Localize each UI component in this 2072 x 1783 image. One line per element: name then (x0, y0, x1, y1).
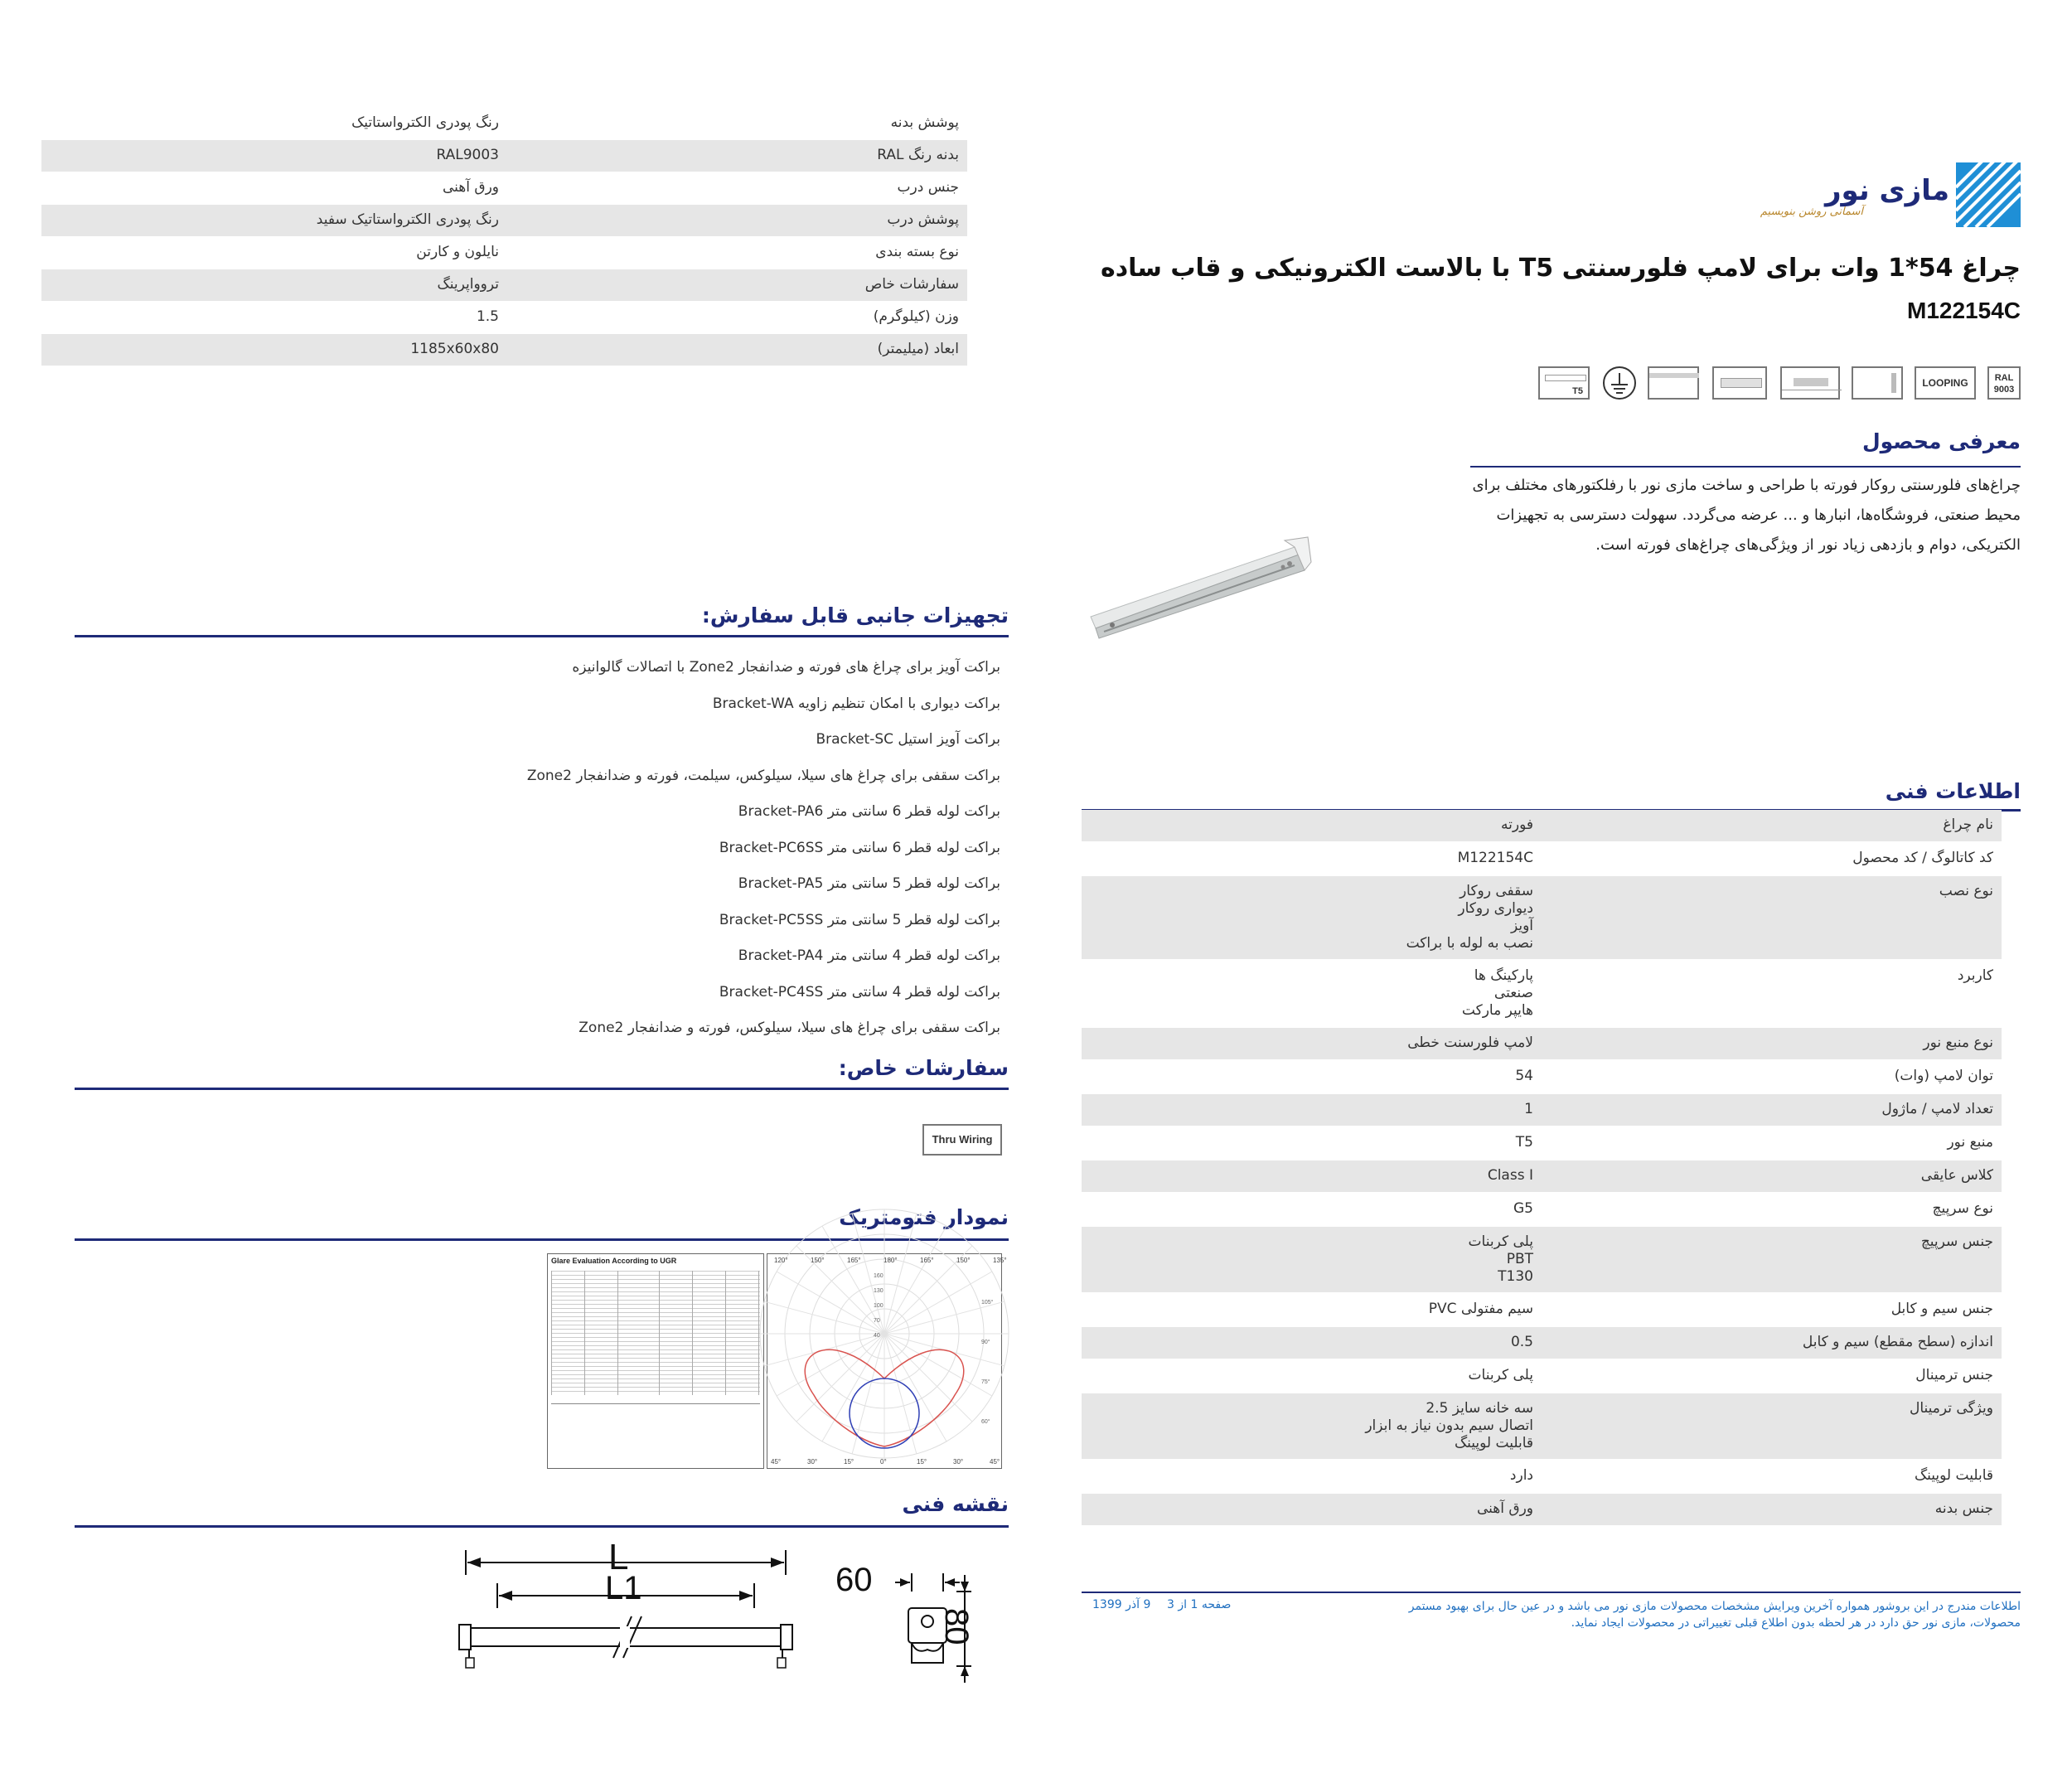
tech-value-line: لامپ فلورسنت خطی (1407, 1034, 1533, 1051)
polar-angle-label: 45° (771, 1458, 782, 1466)
tech-row (1082, 1227, 2002, 1292)
accessory-item: براکت آویز استیل Bracket-SC (816, 731, 1000, 748)
ugr-grid-col (692, 1271, 693, 1395)
spec-row (41, 269, 967, 301)
tech-label: کد کاتالوگ / کد محصول (1852, 850, 1993, 866)
tech-value-line: فورته (1501, 816, 1533, 833)
tech-value-line: پارکینگ ها (1474, 967, 1533, 984)
dim-width: 60 (835, 1562, 873, 1598)
tech-value (1513, 1200, 1533, 1218)
looping-icon: LOOPING (1915, 366, 1976, 400)
ugr-grid-col (617, 1271, 618, 1395)
polar-side-label: 105° (981, 1300, 994, 1306)
tech-value-line: دارد (1509, 1467, 1533, 1484)
dim-L: L (608, 1537, 629, 1577)
tech-value (1406, 883, 1533, 952)
polar-side-label: 60° (981, 1419, 990, 1425)
tech-value-line: آویز (1510, 918, 1533, 934)
polar-ring-label: 40 (874, 1333, 880, 1339)
ugr-grid-col (758, 1271, 759, 1395)
tech-value (1429, 1301, 1533, 1318)
accessories-title: تجهیزات جانبی قابل سفارش: (701, 603, 1009, 627)
thru-wiring-badge (922, 1124, 1002, 1156)
polar-angle-label: 30° (953, 1458, 964, 1466)
tech-row (1082, 1393, 2002, 1459)
tech-value-line: دیواری روکار (1458, 900, 1533, 917)
spec-label: نوع بسته بندی (875, 244, 959, 260)
tech-label: منبع نور (1947, 1134, 1993, 1151)
ugr-grid-line (551, 1387, 760, 1388)
intro-title: معرفی محصول (1861, 429, 2021, 453)
wall-mount-icon (1852, 366, 1903, 400)
ugr-grid-line (551, 1341, 760, 1342)
tech-value-line: سقفی روکار (1460, 883, 1533, 899)
accessory-item: براکت سقفی برای چراغ های سیلا، سیلوکس، فورته و ضدانفجار Zone2 (579, 1020, 1000, 1036)
spec-label: سفارشات خاص (864, 276, 959, 293)
tech-label: جنس سیم و کابل (1890, 1301, 1993, 1317)
tech-label: ویژگی ترمینال (1910, 1400, 1993, 1417)
polar-ring-label: 70 (874, 1318, 880, 1324)
tech-label: کلاس عایقی (1920, 1167, 1993, 1184)
tech-row (1082, 1028, 2002, 1059)
ugr-grid-line (551, 1279, 760, 1280)
footer-note-line: اطلاعات مندرج در این بروشور همواره آخرین ویرایش مشخصات محصولات مازی نور می باشد و در عین حال برای بهبود مستمر (1408, 1600, 2021, 1613)
polar-angle-label: 180° (884, 1257, 898, 1264)
spec-label: وزن (کیلوگرم) (873, 308, 959, 325)
tech-value-line: قابلیت لوپینگ (1454, 1435, 1533, 1451)
ugr-grid-line (551, 1304, 760, 1305)
spec-value: نایلون و کارتن (416, 244, 499, 260)
intro-line: چراغ‌های فلورسنتی روکار فورته با طراحی و ساخت مازی نور با رفلکتورهای مختلف برای (1472, 477, 2021, 494)
spec-row (41, 334, 967, 366)
footer-rule (1082, 1592, 2021, 1593)
accessory-item: براکت لوله قطر 4 سانتی متر Bracket-PA4 (738, 947, 1000, 964)
ugr-grid-line (551, 1370, 760, 1371)
special-orders-title: سفارشات خاص: (838, 1056, 1009, 1080)
spec-row (41, 140, 967, 172)
print-date: 9 آذر 1399 (1092, 1598, 1151, 1611)
tech-value (1469, 1233, 1533, 1286)
spec-value: ورق آهنی (443, 179, 499, 196)
intro-title-rule (1470, 466, 2021, 468)
ugr-grid-line (551, 1275, 760, 1276)
ugr-grid-col (584, 1271, 585, 1395)
ugr-grid-line (551, 1320, 760, 1321)
polar-angle-label: 150° (956, 1257, 971, 1264)
tech-value-line: پلی کربنات (1468, 1367, 1533, 1383)
ugr-grid-col (659, 1271, 660, 1395)
ugr-footer (551, 1403, 760, 1463)
tech-row (1082, 961, 2002, 1026)
spec-row (41, 302, 967, 333)
tech-label: توان لامپ (وات) (1894, 1068, 1993, 1084)
ugr-grid-line (551, 1349, 760, 1350)
ugr-grid-line (551, 1333, 760, 1334)
polar-side-label: 90° (981, 1340, 990, 1345)
ugr-grid-line (551, 1362, 760, 1363)
ugr-grid-line (551, 1308, 760, 1309)
ugr-grid-line (551, 1378, 760, 1379)
tech-value (1510, 1467, 1533, 1485)
accessory-item: براکت آویز برای چراغ های فورته و ضدانفجار Zone2 با اتصالات گالوانیزه (572, 659, 1000, 676)
tech-label: جنس ترمینال (1915, 1367, 1993, 1383)
brand-tagline: آسمانی روشن بنویسیم (1760, 206, 1863, 218)
tech-row (1082, 1494, 2002, 1525)
tech-value-line: پلی کربنات (1468, 1233, 1533, 1250)
tech-value (1515, 1068, 1533, 1085)
tech-label: نوع منبع نور (1923, 1034, 1993, 1051)
ugr-grid-line (551, 1337, 760, 1338)
tech-value-line: نصب به لوله با براکت (1406, 935, 1533, 952)
footer-note-line: محصولات، مازی نور حق دارد در هر لحظه بدون اطلاع قبلی تغییراتی در محصولات ایجاد نماید. (1571, 1616, 2021, 1630)
drawing-title: نقشه فنی (902, 1492, 1009, 1516)
tech-value-line: G5 (1513, 1200, 1533, 1217)
polar-angle-label: 15° (917, 1458, 927, 1466)
intro-text (1440, 471, 2021, 560)
tech-label: نوع سرپیچ (1932, 1200, 1993, 1217)
tech-value-line: T130 (1498, 1268, 1533, 1285)
tech-row (1082, 1194, 2002, 1225)
tech-row (1082, 843, 2002, 875)
product-code: M122154C (1907, 298, 2021, 323)
technical-drawing (448, 1537, 1011, 1708)
tech-value-line: M122154C (1457, 850, 1533, 866)
tech-value-line: PBT (1506, 1251, 1533, 1267)
spec-value: 1.5 (476, 308, 499, 325)
polar-angle-label: 15° (844, 1458, 854, 1466)
tech-label: نوع نصب (1939, 883, 1993, 899)
ugr-grid-line (551, 1287, 760, 1288)
polar-angle-label: 135° (993, 1257, 1007, 1264)
dim-height: 80 (938, 1608, 975, 1645)
tech-value-line: 0.5 (1510, 1334, 1533, 1350)
ugr-grid-col (551, 1271, 552, 1395)
polar-side-label: 75° (981, 1379, 990, 1385)
tech-value (1365, 1400, 1533, 1452)
thru-wiring-label: Thru Wiring (932, 1133, 993, 1146)
accessory-item: براکت دیواری با امکان تنظیم زاویه Bracket-WA (712, 695, 1000, 712)
tech-value (1501, 816, 1533, 834)
accessory-item: براکت لوله قطر 4 سانتی متر Bracket-PC4SS (719, 983, 1000, 1001)
page-number: صفحه 1 از 3 (1167, 1598, 1232, 1611)
tech-row (1082, 1327, 2002, 1359)
polar-angle-label: 0° (880, 1458, 887, 1466)
earth-ground-icon (1601, 365, 1638, 405)
spec-label: ابعاد (میلیمتر) (877, 341, 959, 357)
polar-angle-label: 150° (811, 1257, 825, 1264)
spec-value: 1185x60x80 (410, 341, 499, 357)
tech-row (1082, 876, 2002, 959)
footer-note (1409, 1598, 2021, 1631)
ugr-grid-col (725, 1271, 726, 1395)
tech-value-line: صنعتی (1493, 985, 1533, 1001)
polar-angle-label: 120° (774, 1257, 788, 1264)
tech-value-line: هایپر مارکت (1461, 1002, 1533, 1019)
spec-label: بدنه رنگ RAL (877, 147, 959, 163)
spec-label: پوشش بدنه (890, 114, 959, 131)
tech-value-line: 1 (1524, 1101, 1533, 1117)
tech-value-line: سیم مفتولی PVC (1428, 1301, 1533, 1317)
tech-value (1458, 850, 1533, 867)
tech-row (1082, 1061, 2002, 1093)
accessory-item: براکت لوله قطر 5 سانتی متر Bracket-PC5SS (719, 911, 1000, 928)
polar-diagram (767, 1253, 1007, 1469)
tech-row (1082, 1160, 2002, 1192)
tech-label: جنس سرپیچ (1920, 1233, 1993, 1250)
tech-value (1524, 1101, 1533, 1118)
accessory-item: براکت سقفی برای چراغ های سیلا، سیلوکس، سیلمت، فورته و ضدانفجار Zone2 (526, 767, 1000, 784)
tech-row (1082, 1360, 2002, 1392)
product-title: چراغ 54*1 وات برای لامپ فلورسنتی T5 با بالاست الکترونیکی و قاب ساده (1101, 254, 2021, 283)
ugr-grid-line (551, 1374, 760, 1375)
spec-row (41, 108, 967, 139)
spec-value: RAL9003 (436, 147, 499, 163)
ugr-grid-line (551, 1312, 760, 1313)
tech-label: اندازه (سطح مقطع) سیم و کابل (1802, 1334, 1993, 1350)
tech-value (1407, 1034, 1533, 1052)
spec-row (41, 205, 967, 236)
ugr-grid-line (551, 1391, 760, 1392)
tech-value-line: T5 (1515, 1134, 1533, 1151)
tech-value-line: Class I (1487, 1167, 1533, 1184)
ugr-grid-line (551, 1345, 760, 1346)
ral-9003-icon: RAL 9003 (1987, 366, 2021, 400)
tech-value (1511, 1334, 1533, 1351)
spec-label: جنس درب (897, 179, 959, 196)
spec-label: پوشش درب (887, 211, 959, 228)
tech-value (1469, 1367, 1533, 1384)
spec-value: تروواپرینگ (437, 276, 499, 293)
tech-value (1462, 967, 1533, 1020)
tech-label: کاربرد (1957, 967, 1993, 984)
tech-label: نام چراغ (1943, 816, 1993, 833)
accessory-item: براکت لوله قطر 5 سانتی متر Bracket-PA5 (738, 875, 1000, 892)
brand-logo (1757, 162, 2021, 229)
spec-value: رنگ پودری الکترواستاتیک (351, 114, 499, 131)
polar-ring-label: 130 (874, 1288, 884, 1294)
ugr-grid-line (551, 1283, 760, 1284)
polar-angle-label: 165° (847, 1257, 861, 1264)
photometric-title: نمودار فتومتریک (839, 1205, 1009, 1229)
ugr-grid-line (551, 1329, 760, 1330)
t5-lamp-icon: T5 (1538, 366, 1590, 400)
ugr-table-title: Glare Evaluation According to UGR (551, 1257, 677, 1265)
brand-name: مازی نور (1824, 174, 1949, 207)
polar-chart (767, 1254, 1007, 1468)
intro-line: الکتریکی، دوام و بازدهی زیاد نور از ویژگی‌های چراغ‌های فورته است. (1595, 536, 2021, 554)
tech-title: اطلاعات فنی (1885, 779, 2021, 803)
ceiling-surface-icon (1780, 366, 1840, 400)
polar-angle-label: 45° (990, 1458, 1000, 1466)
ugr-grid-line (551, 1291, 760, 1292)
polar-ring-label: 100 (874, 1303, 884, 1309)
ugr-grid-line (551, 1300, 760, 1301)
tech-value-line: اتصال سیم بدون نیاز به ابزار (1365, 1417, 1533, 1434)
ugr-grid-line (551, 1358, 760, 1359)
photometric-rule (75, 1238, 1009, 1241)
tech-value (1477, 1500, 1533, 1518)
special-orders-rule (75, 1088, 1009, 1090)
tech-value-line: 54 (1515, 1068, 1533, 1084)
luminaire-front-icon (1712, 366, 1767, 400)
tech-value (1488, 1167, 1533, 1185)
tech-value-line: ورق آهنی (1477, 1500, 1533, 1517)
ugr-grid-line (551, 1316, 760, 1317)
spec-row (41, 172, 967, 204)
drawing-rule (75, 1525, 1009, 1528)
dim-L1: L1 (605, 1570, 642, 1606)
ugr-grid-line (551, 1271, 760, 1272)
tech-row (1082, 1294, 2002, 1325)
tech-label: جنس بدنه (1934, 1500, 1993, 1517)
ugr-grid-line (551, 1366, 760, 1367)
accessory-item: براکت لوله قطر 6 سانتی متر Bracket-PC6SS (719, 839, 1000, 856)
tech-row (1082, 1461, 2002, 1492)
tech-label: تعداد لامپ / ماژول (1881, 1101, 1993, 1117)
product-image (1087, 531, 1311, 647)
ugr-grid (551, 1271, 760, 1395)
tech-value (1516, 1134, 1533, 1151)
accessories-title-rule (75, 635, 1009, 637)
intro-line: محیط صنعتی، فروشگاه‌ها، انبارها و ... عرضه می‌گردد. سهولت دسترسی به تجهیزات (1496, 506, 2021, 524)
spec-value: رنگ پودری الکترواستاتیک سفید (316, 211, 499, 228)
luminaire-side-icon (1648, 366, 1699, 400)
tech-row (1082, 810, 2002, 841)
polar-angle-label: 165° (920, 1257, 934, 1264)
tech-row (1082, 1094, 2002, 1126)
accessory-item: براکت لوله قطر 6 سانتی متر Bracket-PA6 (738, 803, 1000, 820)
spec-row (41, 237, 967, 269)
polar-angle-label: 30° (807, 1458, 818, 1466)
polar-ring-label: 160 (874, 1273, 884, 1279)
ugr-table (547, 1253, 764, 1469)
tech-value-line: سه خانه سایز 2.5 (1426, 1400, 1533, 1417)
tech-label: قابلیت لوپینگ (1914, 1467, 1993, 1484)
tech-row (1082, 1127, 2002, 1159)
